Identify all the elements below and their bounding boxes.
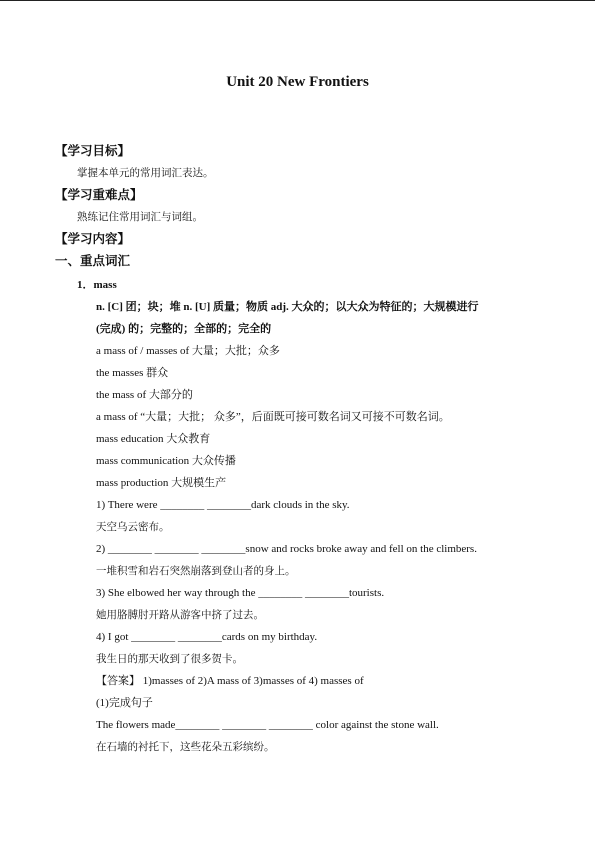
phrase-line: the masses 群众 xyxy=(96,367,169,379)
page-title: Unit 20 New Frontiers xyxy=(226,74,369,90)
phrase-line: mass communication 大众传播 xyxy=(96,455,236,467)
phrase-line: mass education 大众教育 xyxy=(96,433,211,445)
part1-heading: 一、重点词汇 xyxy=(55,254,131,268)
key-text: 熟练记住常用词汇与词组。 xyxy=(77,211,203,223)
phrase-line: a mass of “大量；大批； 众多”，后面既可接可数名词又可接不可数名词。 xyxy=(96,411,450,423)
answer-line: 【答案】 1)masses of 2)A mass of 3)masses of 4) masses of xyxy=(96,675,364,687)
goal-text: 掌握本单元的常用词汇表达。 xyxy=(77,167,214,179)
key-heading: 【学习重难点】 xyxy=(55,188,143,202)
phrase-line: a mass of / masses of 大量；大批；众多 xyxy=(96,345,280,357)
exercise-translation: 她用胳膊肘开路从游客中挤了过去。 xyxy=(96,609,264,621)
exercise-translation: 我生日的那天收到了很多贺卡。 xyxy=(96,653,243,665)
sentence-line: The flowers made________ ________ ________ color against the stone wall. xyxy=(96,719,439,731)
top-border xyxy=(0,0,595,1)
phrase-line: mass production 大规模生产 xyxy=(96,477,227,489)
subsection-heading: (1)完成句子 xyxy=(96,697,153,709)
exercise-line: 2) ________ ________ ________snow and rocks broke away and fell on the climbers. xyxy=(96,543,477,555)
definition-line: (完成) 的；完整的；全部的；完全的 xyxy=(96,323,272,335)
exercise-translation: 一堆积雪和岩石突然崩落到登山者的身上。 xyxy=(96,565,296,577)
content-heading: 【学习内容】 xyxy=(55,232,131,246)
exercise-translation: 天空乌云密布。 xyxy=(96,521,170,533)
sentence-translation: 在石墙的衬托下，这些花朵五彩缤纷。 xyxy=(96,741,275,753)
item-heading: 1．mass xyxy=(77,279,117,291)
exercise-line: 1) There were ________ ________dark clouds in the sky. xyxy=(96,499,350,511)
exercise-line: 4) I got ________ ________cards on my birthday. xyxy=(96,631,318,643)
exercise-line: 3) She elbowed her way through the ________ ________tourists. xyxy=(96,587,385,599)
definition-line: n. [C] 团；块；堆 n. [U] 质量；物质 adj. 大众的；以大众为特征的；大规模进行 xyxy=(96,301,479,313)
phrase-line: the mass of 大部分的 xyxy=(96,389,193,401)
goal-heading: 【学习目标】 xyxy=(55,144,131,158)
